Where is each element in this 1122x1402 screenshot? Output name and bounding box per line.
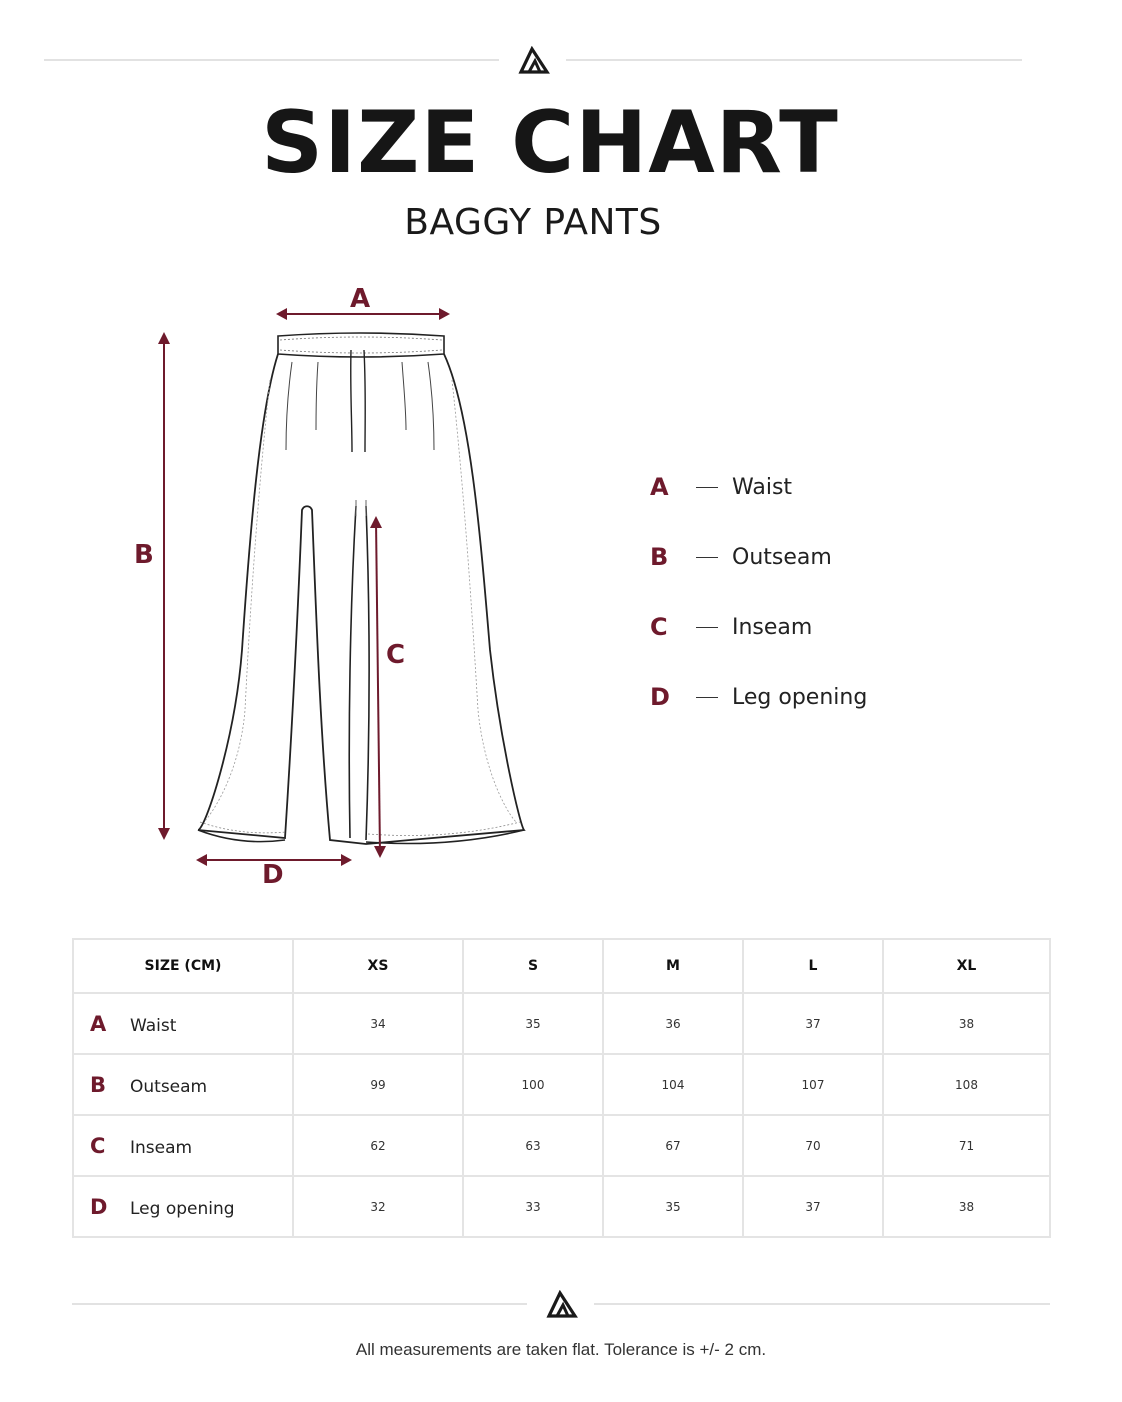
diagram-label-a: A <box>350 284 371 314</box>
table-cell: 99 <box>293 1054 463 1115</box>
row-label <box>73 1176 293 1237</box>
table-row <box>73 1176 1050 1237</box>
table-cell: 104 <box>603 1054 743 1115</box>
page-subtitle: BAGGY PANTS <box>404 202 662 243</box>
row-letter: D <box>90 1194 108 1219</box>
table-cell: 35 <box>603 1176 743 1237</box>
legend-text: Inseam <box>732 614 813 640</box>
diagram-label-b: B <box>134 540 154 570</box>
row-name: Outseam <box>130 1076 208 1097</box>
diagram-label-d: D <box>262 860 284 890</box>
table-cell: 37 <box>743 1176 883 1237</box>
table-header-size: S <box>463 939 603 993</box>
table-cell: 70 <box>743 1115 883 1176</box>
legend-dash <box>696 697 718 698</box>
measurement-note: All measurements are taken flat. Tolerance is +/- 2 cm. <box>355 1340 767 1359</box>
table-cell: 37 <box>743 993 883 1054</box>
footer-rule-right <box>594 1303 1050 1305</box>
table-row <box>73 1054 1050 1115</box>
footer-rule-left <box>72 1303 527 1305</box>
row-letter: C <box>90 1133 106 1158</box>
legend-text: Waist <box>732 474 793 500</box>
legend-item-leg-opening <box>650 677 867 717</box>
table-header-size: M <box>603 939 743 993</box>
table-cell: 38 <box>883 1176 1050 1237</box>
table-cell: 33 <box>463 1176 603 1237</box>
header-rule-left <box>44 59 499 61</box>
legend-item-inseam <box>650 607 812 647</box>
size-table <box>72 938 1051 1238</box>
legend-dash <box>696 557 718 558</box>
table-cell: 36 <box>603 993 743 1054</box>
table-cell: 32 <box>293 1176 463 1237</box>
legend-letter: D <box>650 683 670 711</box>
page-title: SIZE CHART <box>261 93 839 193</box>
legend-item-outseam <box>650 537 832 577</box>
table-header-size: XL <box>883 939 1050 993</box>
triangle-logo-icon <box>546 1290 578 1318</box>
table-cell: 62 <box>293 1115 463 1176</box>
table-cell: 38 <box>883 993 1050 1054</box>
row-name: Waist <box>130 1015 177 1036</box>
table-header-size: XS <box>293 939 463 993</box>
legend-letter: C <box>650 613 668 641</box>
legend-item-waist <box>650 467 792 507</box>
row-name: Inseam <box>130 1137 193 1158</box>
table-cell: 63 <box>463 1115 603 1176</box>
table-header-size: L <box>743 939 883 993</box>
table-cell: 34 <box>293 993 463 1054</box>
row-label <box>73 993 293 1054</box>
legend-text: Outseam <box>732 544 832 570</box>
table-cell: 35 <box>463 993 603 1054</box>
row-letter: A <box>90 1011 107 1036</box>
triangle-logo-icon <box>518 46 550 74</box>
table-header-row <box>73 939 1050 993</box>
table-header-size-label: SIZE (CM) <box>73 939 293 993</box>
table-cell: 100 <box>463 1054 603 1115</box>
table-cell: 108 <box>883 1054 1050 1115</box>
header-rule-right <box>566 59 1022 61</box>
baggy-pants-icon <box>80 270 580 910</box>
table-row <box>73 1115 1050 1176</box>
legend-letter: B <box>650 543 669 571</box>
legend-text: Leg opening <box>732 684 868 710</box>
legend-dash <box>696 487 718 488</box>
table-cell: 71 <box>883 1115 1050 1176</box>
diagram-label-c: C <box>386 640 406 670</box>
row-name: Leg opening <box>130 1198 235 1219</box>
row-label <box>73 1115 293 1176</box>
pants-diagram <box>80 270 580 910</box>
table-cell: 67 <box>603 1115 743 1176</box>
legend-letter: A <box>650 473 669 501</box>
row-label <box>73 1054 293 1115</box>
row-letter: B <box>90 1072 107 1097</box>
table-cell: 107 <box>743 1054 883 1115</box>
table-row <box>73 993 1050 1054</box>
legend-dash <box>696 627 718 628</box>
